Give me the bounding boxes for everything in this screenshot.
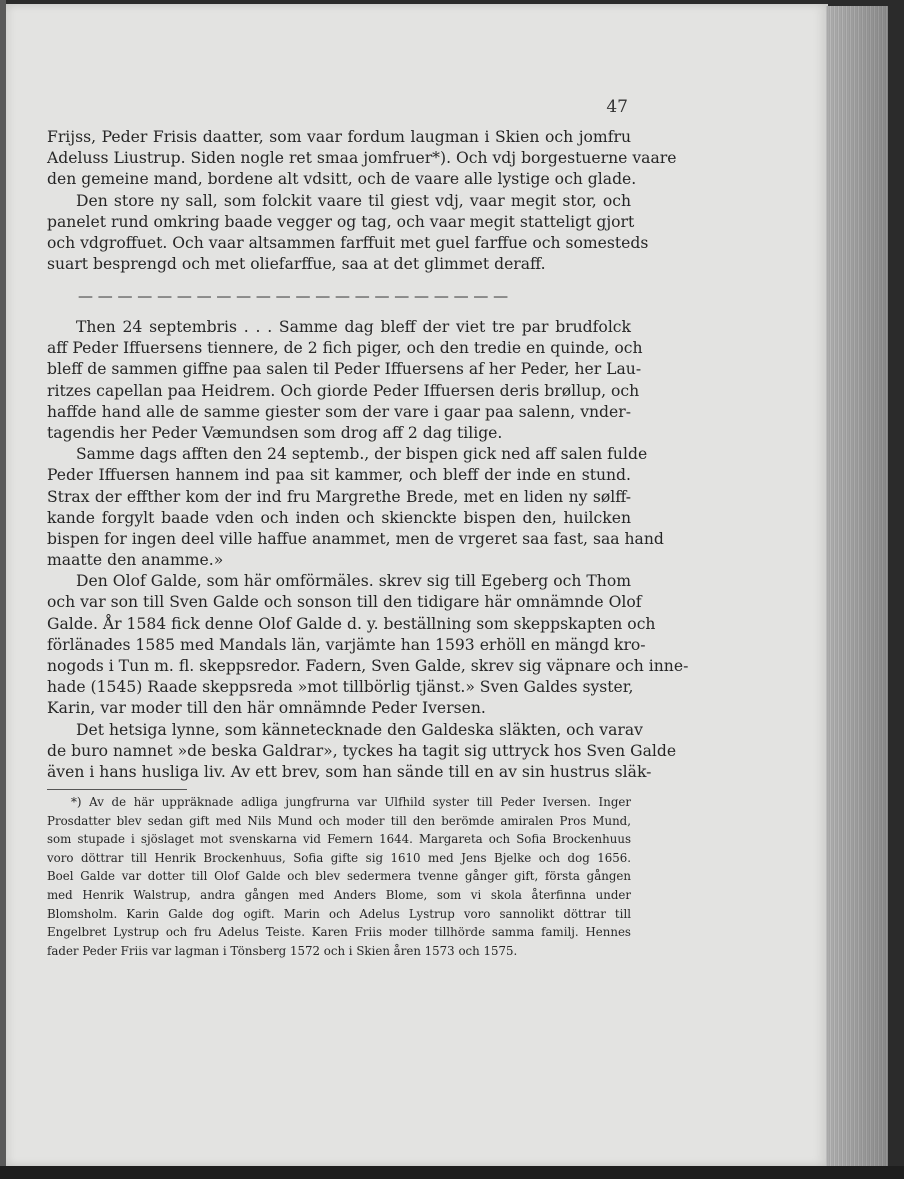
- book-edge-shadow: [826, 6, 888, 1166]
- page-number: 47: [606, 97, 628, 117]
- text-line: haffde hand alle de samme giester som der vare i gaar paa salenn, vnder-: [47, 402, 631, 421]
- text-line: panelet rund omkring baade vegger og tag, och vaar megit statteligt gjort: [47, 212, 635, 231]
- text-line: Galde. År 1584 fick denne Olof Galde d. y. beställning som skeppskapten och: [47, 614, 656, 633]
- text-line: Karin, var moder till den här omnämnde Peder Iversen.: [47, 699, 486, 718]
- text-line: Then 24 septembris . . . Samme dag bleff der viet tre par brudfolck: [76, 318, 631, 336]
- footnote-line: Engelbret Lystrup och fru Adelus Teiste. Karen Friis moder tillhörde samma familj. Hennes: [47, 925, 631, 940]
- text-line: suart besprengd och met oliefarffue, saa at det glimmet deraff.: [47, 255, 546, 274]
- footnote-line: Prosdatter blev sedan gift med Nils Mund och moder till den berömde amiralen Pros Mund,: [47, 813, 631, 828]
- footnote-line: *) Av de här uppräknade adliga jungfrurna var Ulfhild syster till Peder Iversen. Inger: [71, 795, 631, 809]
- quoted-text-block-1: [47, 127, 677, 275]
- section-separator: — — — — — — — — — — — — — — — — — — — — — —: [78, 287, 509, 305]
- footnote-line: Boel Galde var dotter till Olof Galde och blev sedermera tvenne gånger gift, första gången: [47, 869, 631, 884]
- text-line: Strax der effther kom der ind fru Margrethe Brede, met en liden ny sølff-: [47, 487, 631, 506]
- text-line: hade (1545) Raade skeppsreda »mot tillbörlig tjänst.» Sven Galdes syster,: [47, 678, 634, 697]
- text-line: bleff de sammen giffne paa salen til Peder Iffuersens af her Peder, her Lau-: [47, 360, 642, 379]
- text-line: tagendis her Peder Væmundsen som drog aff 2 dag tilige.: [47, 423, 503, 442]
- text-line: den gemeine mand, bordene alt vdsitt, och de vaare alle lystige och glade.: [47, 170, 637, 189]
- text-line: även i hans husliga liv. Av ett brev, som han sände till en av sin hustrus släk-: [47, 762, 652, 781]
- text-line: Den Olof Galde, som här omförmäles. skrev sig till Egeberg och Thom: [76, 572, 631, 591]
- text-line: aff Peder Iffuersens tiennere, de 2 fich piger, och den tredie en quinde, och: [47, 339, 643, 358]
- text-line: kande forgylt baade vden och inden och skienckte bispen den, huilcken: [47, 508, 631, 527]
- footnote-line: med Henrik Walstrup, andra gången med Anders Blome, som vi skola återfinna under: [47, 887, 631, 902]
- text-line: maatte den anamme.»: [47, 551, 224, 570]
- footnote-rule: [47, 789, 187, 790]
- footnote-line: Blomsholm. Karin Galde dog ogift. Marin och Adelus Lystrup voro sannolikt döttrar till: [47, 906, 631, 921]
- text-block-2: [47, 317, 689, 783]
- text-line: och var son till Sven Galde och sonson till den tidigare här omnämnde Olof: [47, 593, 642, 612]
- text-line: Det hetsiga lynne, som kännetecknade den Galdeska släkten, och varav: [76, 720, 643, 739]
- scan-bottom-border: [0, 1166, 904, 1179]
- text-line: förlänades 1585 med Mandals län, varjämte han 1593 erhöll en mängd kro-: [47, 635, 646, 654]
- footnote-line: som stupade i sjöslaget mot svenskarna vid Femern 1644. Margareta och Sofia Brockenhuus: [47, 832, 631, 847]
- footnote-block: [47, 793, 631, 960]
- text-line: bispen for ingen deel ville haffue anammet, men de vrgeret saa fast, saa hand: [47, 529, 664, 548]
- footnote-line: fader Peder Friis var lagman i Tönsberg 1572 och i Skien åren 1573 och 1575.: [47, 943, 518, 958]
- text-line: och vdgroffuet. Och vaar altsammen farffuit met guel farffue och somesteds: [47, 233, 649, 252]
- text-line: Peder Iffuersen hannem ind paa sit kammer, och bleff der inde en stund.: [47, 466, 631, 485]
- text-line: nogods i Tun m. fl. skeppsredor. Fadern, Sven Galde, skrev sig väpnare och inne-: [47, 657, 689, 675]
- text-line: Frijss, Peder Frisis daatter, som vaar fordum laugman i Skien och jomfru: [47, 128, 631, 146]
- text-line: ritzes capellan paa Heidrem. Och giorde Peder Iffuersen deris brøllup, och: [47, 381, 640, 400]
- text-line: Samme dags afften den 24 septemb., der bispen gick ned aff salen fulde: [76, 445, 648, 464]
- text-line: Adeluss Liustrup. Siden nogle ret smaa jomfruer*). Och vdj borgestuerne vaare: [47, 149, 677, 168]
- text-line: Den store ny sall, som folckit vaare til giest vdj, vaar megit stor, och: [76, 191, 631, 210]
- text-line: de buro namnet »de beska Galdrar», tyckes ha tagit sig uttryck hos Sven Galde: [47, 741, 677, 760]
- footnote-line: voro döttrar till Henrik Brockenhuus, Sofia gifte sig 1610 med Jens Bjelke och dog 1656.: [47, 850, 631, 865]
